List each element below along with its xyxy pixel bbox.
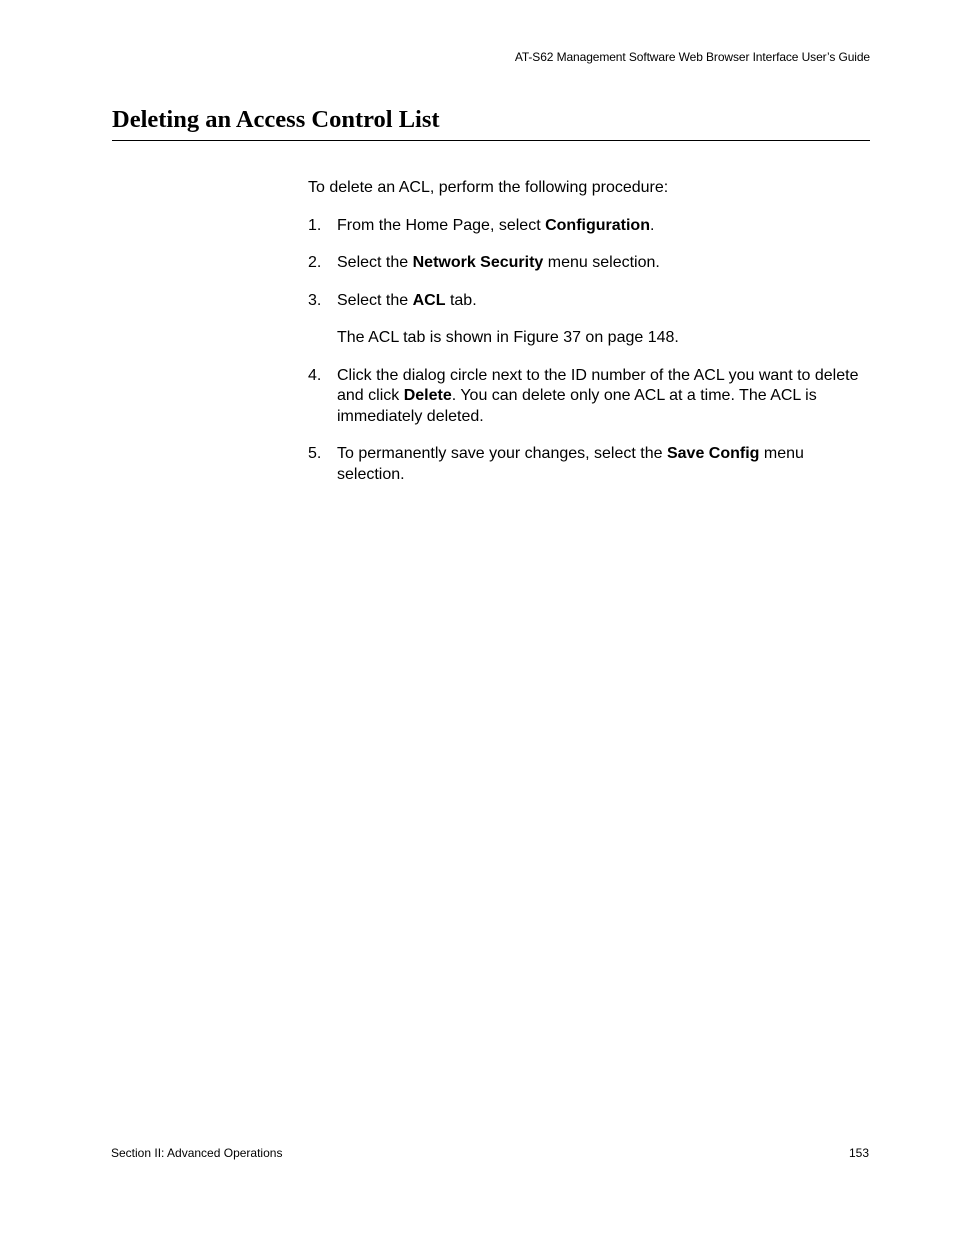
step-number: 3. <box>308 291 322 309</box>
step-1 <box>308 216 868 237</box>
step-4 <box>308 366 868 428</box>
step-text: menu selection. <box>337 445 804 483</box>
step-text: To permanently save your changes, select the <box>337 445 667 462</box>
step-number: 4. <box>308 366 322 384</box>
step-text: . You can delete only one ACL at a time. The ACL is immediately deleted. <box>337 387 817 425</box>
procedure-body <box>308 178 868 502</box>
step-ui-term: Network Security <box>412 254 544 271</box>
procedure-steps <box>308 216 868 486</box>
step-ui-term: ACL <box>412 291 446 309</box>
step-text: menu selection. <box>543 254 660 271</box>
step-5 <box>308 444 868 485</box>
step-text: Click the dialog circle next to the ID number of the ACL you want to delete and click <box>337 366 859 404</box>
step-number: 1. <box>308 216 322 234</box>
section-title: Deleting an Access Control List <box>112 106 440 133</box>
intro-text: To delete an ACL, perform the following procedure: <box>308 179 669 196</box>
step-ui-term: Configuration <box>545 216 650 234</box>
step-2 <box>308 253 868 274</box>
step-number: 2. <box>308 254 322 271</box>
step-note: The ACL tab is shown in Figure 37 on page 148. <box>337 329 679 346</box>
footer-section-label: Section II: Advanced Operations <box>111 1146 283 1160</box>
step-text: Select the <box>337 291 413 309</box>
title-rule <box>112 140 870 141</box>
step-text: Select the <box>337 254 413 271</box>
step-ui-term: Delete <box>403 387 452 404</box>
step-text: From the Home Page, select <box>337 216 546 234</box>
step-text: tab. <box>445 291 477 309</box>
step-number: 5. <box>308 445 322 462</box>
step-3 <box>308 291 868 349</box>
step-text: . <box>649 216 655 234</box>
page-number: 153 <box>848 1146 869 1160</box>
running-header: AT-S62 Management Software Web Browser Interface User’s Guide <box>514 50 870 64</box>
step-ui-term: Save Config <box>666 445 760 462</box>
